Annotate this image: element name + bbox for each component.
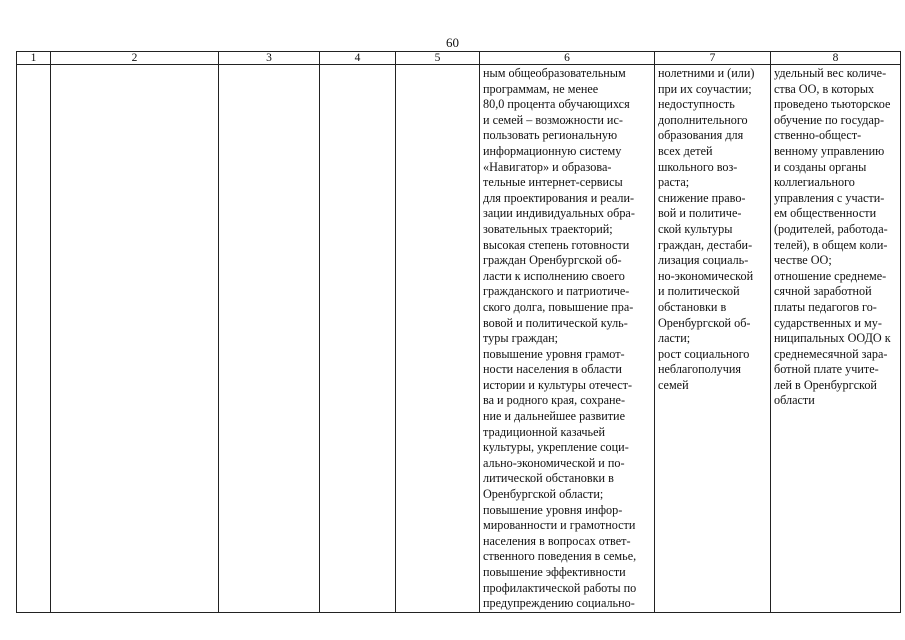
header-cell-5: 5 [396, 52, 480, 65]
cell-col3 [219, 65, 320, 613]
header-cell-6: 6 [480, 52, 655, 65]
header-cell-2: 2 [51, 52, 219, 65]
cell-col5 [396, 65, 480, 613]
header-cell-4: 4 [320, 52, 396, 65]
cell-col4 [320, 65, 396, 613]
cell-col6-expected-results: ным общеобразовательным программам, не менее 80,0 процента обучающихся и семей – возможности ис- пользовать региональную информационную систему «Навигатор» и образова- тельные интернет-сервисы для проектирования и реали- зации индивидуальных обра- зовательных траекторий; высокая степень готовности граждан Оренбургской об- ласти к исполнению своего гражданского и патриотиче- ского долга, повышение пра- вовой и политической куль- туры граждан; повышение уровня грамот- ности населения в области истории и культуры отечест- ва и родного края, сохране- ние и дальнейшее развитие традиционной казачьей культуры, укрепление соци- ально-экономической и по- литической обстановки в Оренбургской области; повышение уровня инфор- мированности и грамотности населения в вопросах ответ- ственного поведения в семье, повышение эффективности профилактической работы по предупреждению социально- [480, 65, 655, 613]
header-row [17, 52, 901, 65]
page-number: 60 [446, 35, 459, 50]
cell-col8-indicators: удельный вес количе- ства ОО, в которых проведено тьюторское обучение по государ- ственно-общест- венному управлению и созданы органы коллегиального управления с участи- ем общественности (родителей, работода- телей), в общем коли- честве ОО; отношение среднеме- сячной заработной платы педагогов го- сударственных и му- ниципальных ООДО к среднемесячной зара- ботной плате учите- лей в Оренбургской области [771, 65, 901, 613]
header-cell-1: 1 [17, 52, 51, 65]
cell-col7-risks: нолетними и (или) при их соучастии; недоступность дополнительного образования для всех детей школьного воз- раста; снижение право- вой и политиче- ской культуры граждан, дестаби- лизация социаль- но-экономической и политической обстановки в Оренбургской об- ласти; рост социального неблагополучия семей [655, 65, 771, 613]
document-table [16, 51, 901, 613]
header-cell-8: 8 [771, 52, 901, 65]
body-row [17, 65, 901, 613]
header-cell-3: 3 [219, 52, 320, 65]
cell-col1 [17, 65, 51, 613]
header-cell-7: 7 [655, 52, 771, 65]
cell-col2 [51, 65, 219, 613]
